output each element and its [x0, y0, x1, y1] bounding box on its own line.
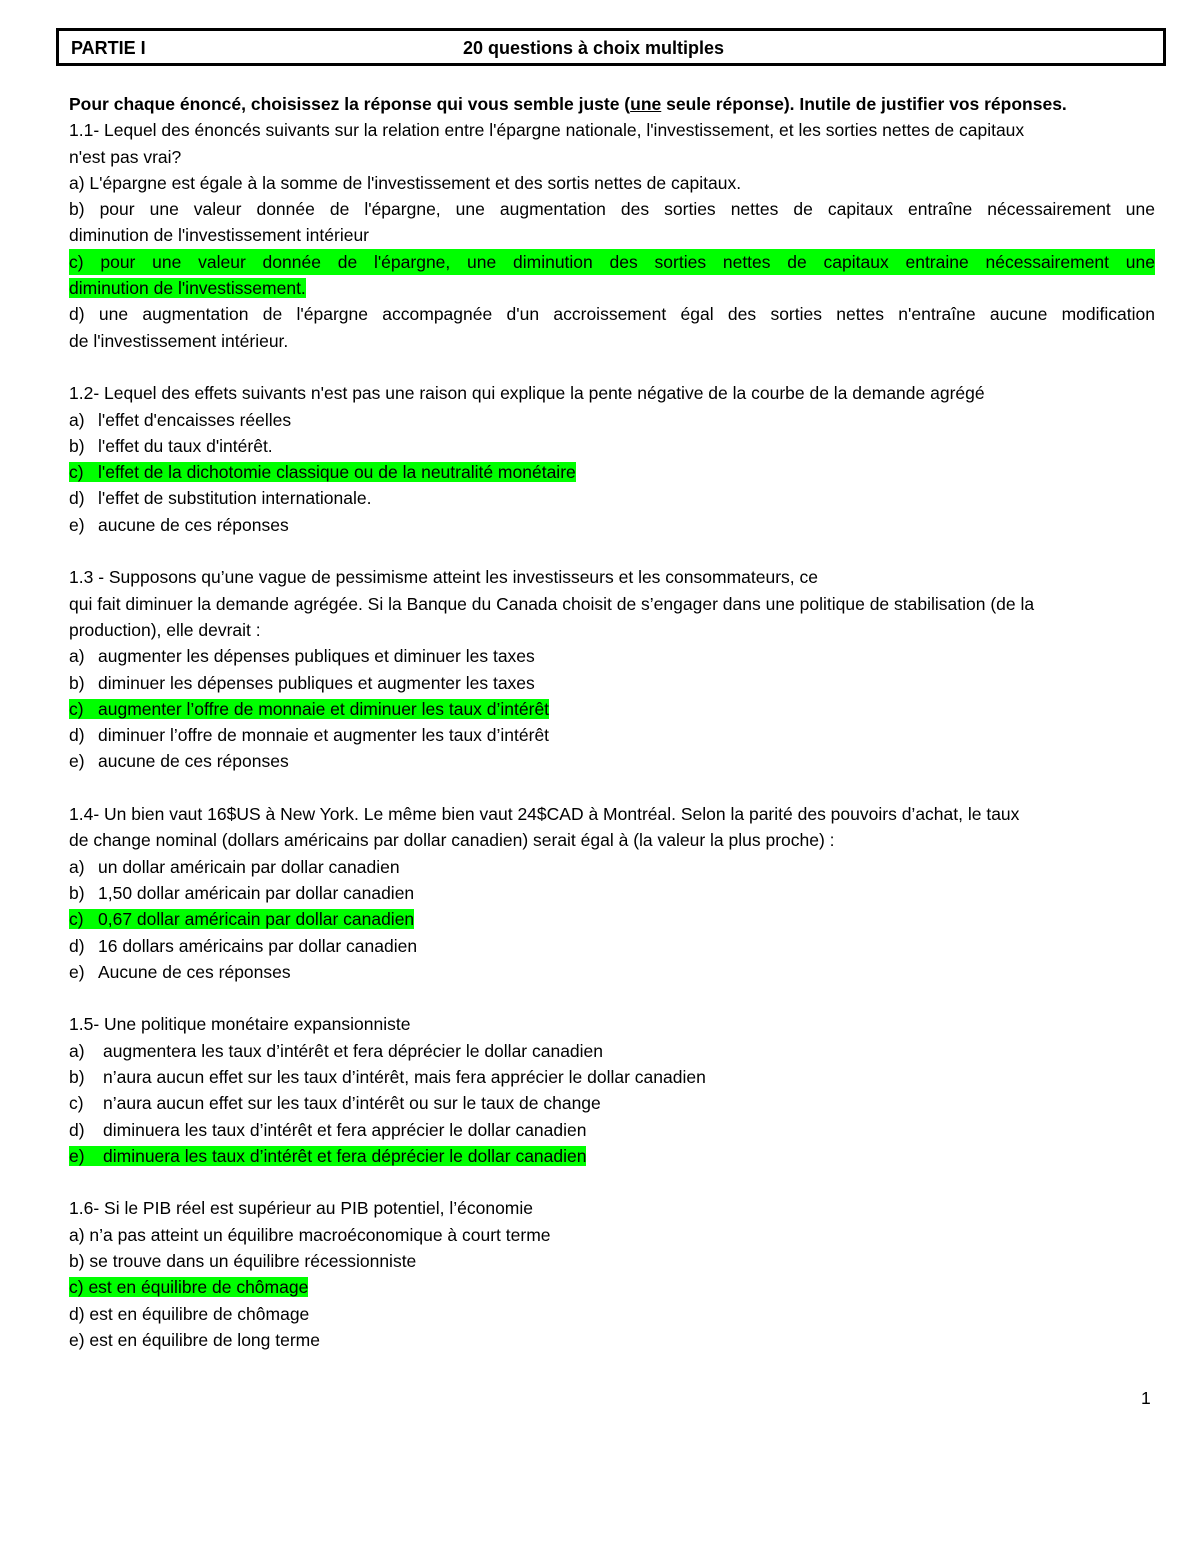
option-label: a): [69, 856, 85, 877]
spacer: [69, 1169, 1155, 1195]
instructions-part2: seule réponse). Inutile de justifier vos réponses.: [661, 94, 1067, 114]
instructions-part1: Pour chaque énoncé, choisissez la réponse qui vous semble juste (: [69, 94, 631, 114]
page-number: 1: [1141, 1388, 1151, 1408]
option-e: [69, 512, 1155, 538]
option-label: e): [69, 751, 85, 772]
option-d: [69, 933, 1155, 959]
option-text: n’aura aucun effet sur les taux d’intérêt ou sur le taux de change: [103, 1093, 601, 1114]
option-d: [69, 722, 1155, 748]
option-b: [69, 433, 1155, 459]
option-b-cont: diminution de l'investissement intérieur: [69, 225, 370, 246]
spacer: [69, 775, 1155, 801]
question-1-3: [69, 564, 1155, 774]
option-a: a) L'épargne est égale à la somme de l'investissement et des sortis nettes de capitaux.: [69, 172, 742, 193]
option-a: [69, 854, 1155, 880]
option-text: l'effet d'encaisses réelles: [98, 409, 292, 430]
option-text: c) est en équilibre de chômage: [69, 1277, 309, 1298]
question-1-4: [69, 801, 1155, 985]
document-body: [69, 91, 1155, 1353]
option-c-correct: [69, 906, 1155, 932]
option-text: augmenter les dépenses publiques et diminuer les taxes: [98, 646, 535, 667]
option-c-cont: [69, 275, 1155, 301]
option-text: Aucune de ces réponses: [98, 961, 291, 982]
option-c: [69, 1090, 1155, 1116]
option-d: [69, 485, 1155, 511]
option-c-correct: [69, 696, 1155, 722]
question-1-6: [69, 1195, 1155, 1353]
question-stem: n'est pas vrai?: [69, 146, 182, 167]
option-label: c): [69, 462, 84, 483]
option-text: aucune de ces réponses: [98, 751, 289, 772]
option-text: diminuer l’offre de monnaie et augmenter les taux d’intérêt: [98, 725, 550, 746]
option-text: un dollar américain par dollar canadien: [98, 856, 400, 877]
part-title: PARTIE I: [71, 38, 146, 58]
option-label: c): [69, 698, 84, 719]
option-text: diminuera les taux d’intérêt et fera déprécier le dollar canadien: [103, 1145, 587, 1166]
option-c-cont-text: diminution de l'investissement.: [69, 278, 306, 299]
question-1-5: [69, 1011, 1155, 1169]
header-box: [56, 28, 1166, 66]
question-1-1: [69, 117, 1155, 354]
option-text: augmenter l’offre de monnaie et diminuer les taux d’intérêt: [98, 698, 550, 719]
option-label: d): [69, 488, 85, 509]
option-label: d): [69, 725, 85, 746]
option-c-correct: [69, 459, 1155, 485]
option-e: [69, 959, 1155, 985]
option-label: c): [69, 909, 84, 930]
option-label: d): [69, 935, 85, 956]
option-a: [69, 1038, 1155, 1064]
option-a: [69, 643, 1155, 669]
option-b: [69, 880, 1155, 906]
spacer: [69, 985, 1155, 1011]
option-b: b) se trouve dans un équilibre récessionniste: [69, 1251, 417, 1272]
question-stem: 1.5- Une politique monétaire expansionniste: [69, 1014, 411, 1035]
question-stem: 1.2- Lequel des effets suivants n'est pas une raison qui explique la pente négative de la courbe de la demande agrégé: [69, 383, 985, 404]
spacer: [69, 538, 1155, 564]
option-label: e): [69, 1145, 85, 1166]
question-stem: 1.4- Un bien vaut 16$US à New York. Le même bien vaut 24$CAD à Montréal. Selon la parité des pouvoirs d’achat, le taux: [69, 804, 1020, 825]
option-label: b): [69, 882, 85, 903]
option-text: l'effet du taux d'intérêt.: [98, 435, 273, 456]
instructions: [69, 91, 1155, 117]
option-text: l'effet de substitution internationale.: [98, 488, 372, 509]
option-b: b) pour une valeur donnée de l'épargne, une augmentation des sorties nettes de capitaux entraîne nécessairement une: [69, 199, 1155, 220]
option-text: n’aura aucun effet sur les taux d’intérêt, mais fera apprécier le dollar canadien: [103, 1066, 706, 1087]
option-d: d) est en équilibre de chômage: [69, 1303, 310, 1324]
option-b: [69, 1064, 1155, 1090]
option-label: c): [69, 1093, 84, 1114]
option-c-correct: [69, 1274, 1155, 1300]
option-label: e): [69, 514, 85, 535]
instructions-underlined: une: [630, 94, 662, 114]
option-e: e) est en équilibre de long terme: [69, 1329, 320, 1350]
section-title: 20 questions à choix multiples: [463, 38, 725, 58]
option-b: [69, 670, 1155, 696]
option-d-cont: de l'investissement intérieur.: [69, 330, 289, 351]
option-label: a): [69, 1040, 85, 1061]
option-text: l'effet de la dichotomie classique ou de la neutralité monétaire: [98, 462, 576, 483]
question-stem: production), elle devrait :: [69, 619, 261, 640]
option-label: b): [69, 672, 85, 693]
spacer: [69, 354, 1155, 380]
option-a: a) n’a pas atteint un équilibre macroéconomique à court terme: [69, 1224, 551, 1245]
question-stem: 1.3 - Supposons qu’une vague de pessimisme atteint les investisseurs et les consommateurs, ce: [69, 567, 818, 588]
option-d: d) une augmentation de l'épargne accompagnée d'un accroissement égal des sorties nettes n'entraîne aucune modification: [69, 304, 1155, 325]
option-label: b): [69, 1066, 85, 1087]
question-1-2: [69, 380, 1155, 538]
option-e-correct: [69, 1143, 1155, 1169]
question-stem: de change nominal (dollars américains par dollar canadien) serait égal à (la valeur la plus proche) :: [69, 830, 835, 851]
option-text: 16 dollars américains par dollar canadien: [98, 935, 418, 956]
option-text: augmentera les taux d’intérêt et fera déprécier le dollar canadien: [103, 1040, 604, 1061]
option-label: b): [69, 435, 85, 456]
question-stem: 1.1- Lequel des énoncés suivants sur la relation entre l'épargne nationale, l'investissement, et les sorties nettes de capitaux: [69, 120, 1025, 141]
option-text: diminuera les taux d’intérêt et fera apprécier le dollar canadien: [103, 1119, 587, 1140]
question-stem: 1.6- Si le PIB réel est supérieur au PIB potentiel, l’économie: [69, 1198, 533, 1219]
option-label: a): [69, 409, 85, 430]
option-text: diminuer les dépenses publiques et augmenter les taxes: [98, 672, 535, 693]
option-text: aucune de ces réponses: [98, 514, 289, 535]
option-d: [69, 1117, 1155, 1143]
option-label: a): [69, 646, 85, 667]
option-text: 1,50 dollar américain par dollar canadien: [98, 882, 415, 903]
option-label: d): [69, 1119, 85, 1140]
option-text: 0,67 dollar américain par dollar canadien: [98, 909, 415, 930]
option-c-correct: c) pour une valeur donnée de l'épargne, une diminution des sorties nettes de capitaux entraine nécessairement une: [69, 249, 1155, 275]
option-label: e): [69, 961, 85, 982]
question-stem: qui fait diminuer la demande agrégée. Si la Banque du Canada choisit de s’engager dans une politique de stabilisation (de la: [69, 593, 1035, 614]
option-e: [69, 748, 1155, 774]
option-a: [69, 407, 1155, 433]
